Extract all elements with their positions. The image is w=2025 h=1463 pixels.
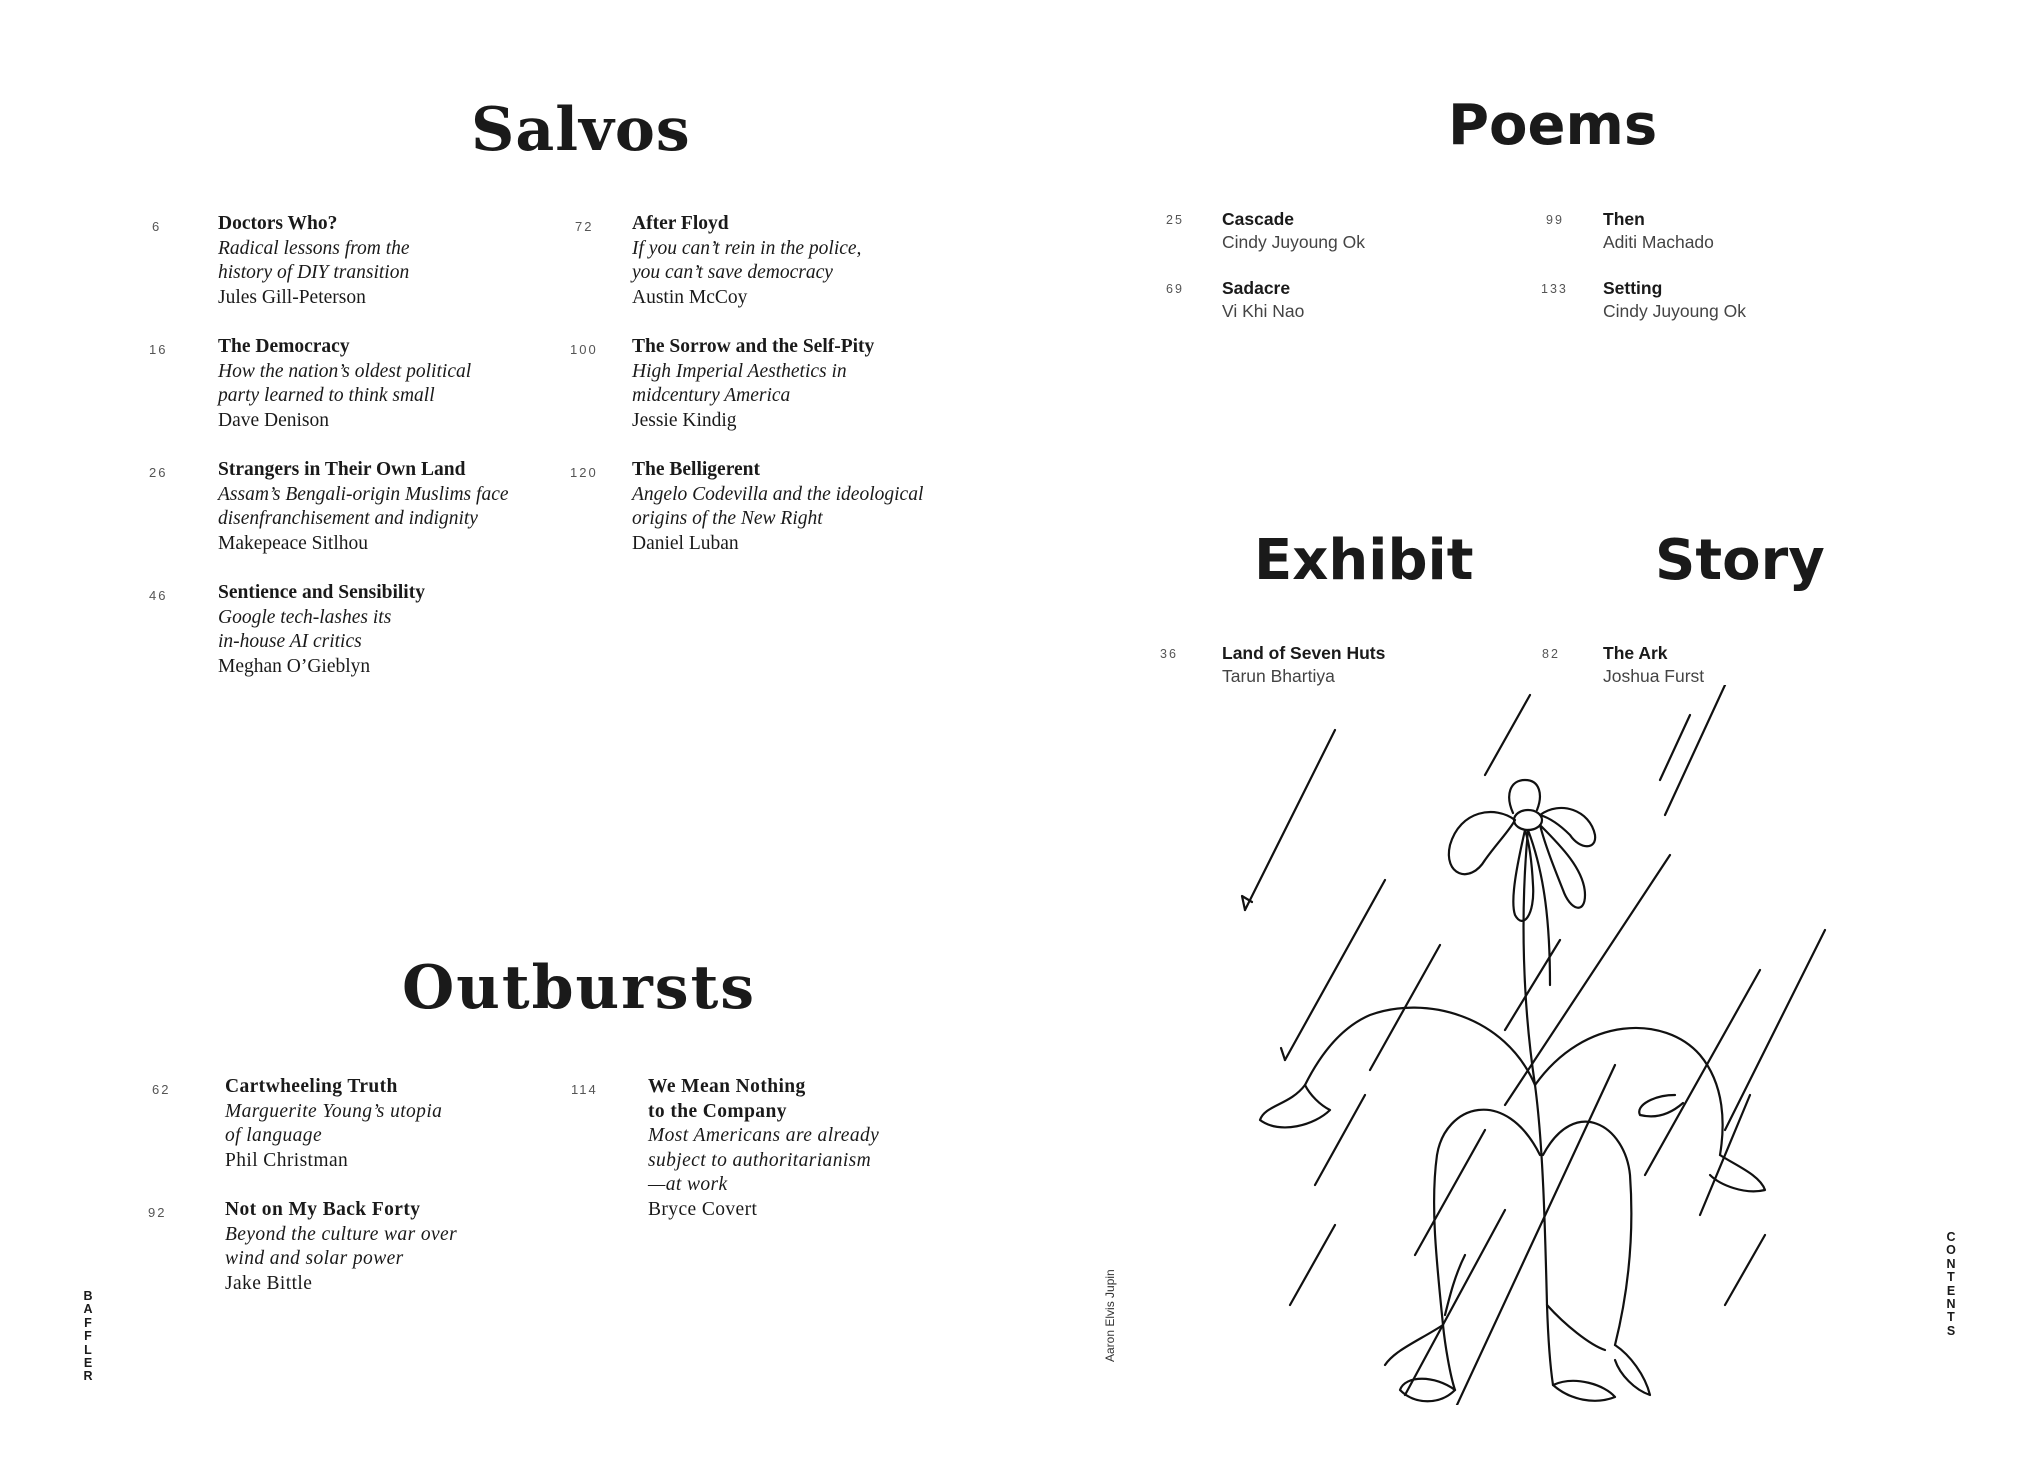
- entry-subtitle: Radical lessons from the: [218, 237, 410, 259]
- entry-title: The Sorrow and the Self-Pity: [632, 336, 875, 357]
- page-number: 100: [570, 342, 598, 357]
- entry-author: Cindy Juyoung Ok: [1222, 232, 1365, 252]
- entry-author: Dave Denison: [218, 409, 330, 431]
- entry-author: Jake Bittle: [225, 1272, 313, 1294]
- page-number: 99: [1546, 213, 1564, 227]
- entry-title: Land of Seven Huts: [1222, 643, 1386, 663]
- page-number: 62: [152, 1082, 171, 1097]
- entry-title: Setting: [1603, 278, 1663, 298]
- story-heading: Story: [1655, 528, 1825, 593]
- page-number: 92: [148, 1205, 167, 1220]
- entry-title: The Belligerent: [632, 459, 760, 480]
- entry-author: Phil Christman: [225, 1149, 349, 1171]
- illustration-credit: Aaron Elvis Jupin: [1103, 1269, 1117, 1362]
- page-number: 16: [149, 342, 168, 357]
- entry-title: to the Company: [648, 1100, 787, 1122]
- entry-author: Austin McCoy: [632, 286, 748, 308]
- page-number: 26: [149, 465, 168, 480]
- entry-subtitle: midcentury America: [632, 385, 791, 406]
- page-number: 114: [571, 1082, 598, 1097]
- entry-author: Jessie Kindig: [632, 409, 737, 431]
- page-number: 82: [1542, 647, 1560, 661]
- page-number: 69: [1166, 282, 1184, 296]
- salvos-heading: Salvos: [471, 95, 691, 165]
- page-number: 6: [152, 219, 162, 234]
- entry-subtitle: subject to authoritarianism: [648, 1149, 872, 1171]
- entry-title: We Mean Nothing: [648, 1076, 806, 1097]
- entry-author: Joshua Furst: [1603, 666, 1705, 686]
- poems-heading: Poems: [1448, 93, 1658, 158]
- entry-title: Sentience and Sensibility: [218, 582, 425, 603]
- entry-subtitle: Marguerite Young’s utopia: [225, 1100, 443, 1122]
- entry-author: Makepeace Sitlhou: [218, 532, 368, 554]
- entry-subtitle: you can’t save democracy: [632, 262, 833, 283]
- flower-head-icon: [1449, 780, 1595, 921]
- entry-subtitle: party learned to think small: [218, 385, 435, 406]
- entry-title: Cascade: [1222, 209, 1294, 229]
- entry-subtitle: Assam’s Bengali-origin Muslims face: [218, 483, 509, 505]
- entry-author: Cindy Juyoung Ok: [1603, 301, 1746, 321]
- entry-author: Bryce Covert: [648, 1198, 758, 1220]
- entry-subtitle: disenfranchisement and indignity: [218, 508, 478, 529]
- entry-subtitle: High Imperial Aesthetics in: [632, 360, 847, 382]
- entry-title: Sadacre: [1222, 278, 1291, 298]
- entry-subtitle: If you can’t rein in the police,: [632, 237, 862, 259]
- entry-subtitle: —at work: [648, 1174, 728, 1195]
- entry-subtitle: origins of the New Right: [632, 508, 823, 529]
- entry-title: Doctors Who?: [218, 213, 338, 234]
- entry-title: Strangers in Their Own Land: [218, 459, 466, 480]
- entry-title: The Democracy: [218, 336, 350, 357]
- spine-contents: C O N T E N T S: [1946, 1230, 1956, 1338]
- entry-title: Cartwheeling Truth: [225, 1076, 398, 1097]
- entry-author: Jules Gill-Peterson: [218, 286, 366, 308]
- outbursts-heading: Outbursts: [402, 953, 757, 1023]
- entry-subtitle: Angelo Codevilla and the ideological: [632, 483, 924, 505]
- page-number: 120: [570, 465, 598, 480]
- entry-subtitle: Google tech-lashes its: [218, 606, 392, 628]
- entry-author: Vi Khi Nao: [1222, 301, 1305, 321]
- page-number: 72: [575, 219, 594, 234]
- spine-baffler: B A F F L E R: [83, 1289, 93, 1384]
- entry-title: After Floyd: [632, 213, 729, 234]
- entry-subtitle: in-house AI critics: [218, 631, 362, 652]
- page-number: 25: [1166, 213, 1184, 227]
- entry-author: Daniel Luban: [632, 532, 739, 554]
- entry-author: Tarun Bhartiya: [1222, 666, 1335, 686]
- entry-title: The Ark: [1603, 643, 1668, 663]
- page-number: 46: [149, 588, 168, 603]
- entry-subtitle: wind and solar power: [225, 1248, 404, 1269]
- flower-in-rain-illustration: [1205, 685, 1835, 1405]
- entry-title: Then: [1603, 209, 1645, 229]
- entry-subtitle: Beyond the culture war over: [225, 1223, 458, 1245]
- flower-leaves-icon: [1260, 1085, 1765, 1401]
- page-number: 133: [1541, 282, 1568, 296]
- entry-subtitle: of language: [225, 1125, 323, 1146]
- page-number: 36: [1160, 647, 1178, 661]
- entry-subtitle: history of DIY transition: [218, 262, 410, 283]
- exhibit-heading: Exhibit: [1254, 528, 1474, 593]
- entry-author: Meghan O’Gieblyn: [218, 655, 371, 677]
- entry-subtitle: Most Americans are already: [648, 1125, 880, 1146]
- entry-author: Aditi Machado: [1603, 232, 1714, 252]
- entry-title: Not on My Back Forty: [225, 1199, 421, 1220]
- entry-subtitle: How the nation’s oldest political: [218, 360, 472, 382]
